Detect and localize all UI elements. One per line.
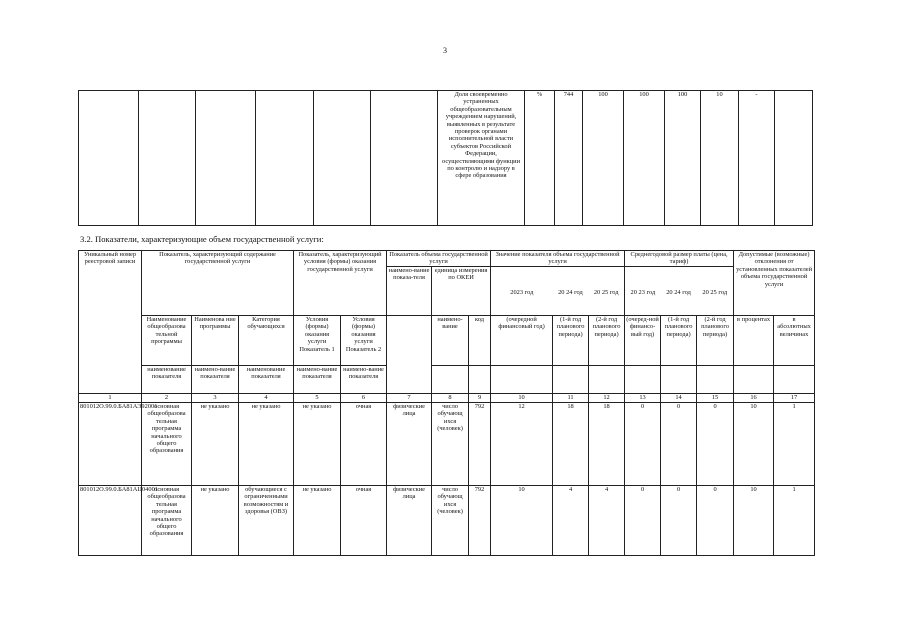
header-p2024: 20 24 год	[666, 289, 691, 296]
cell-abs: 1	[774, 486, 815, 556]
column-number: 5	[294, 394, 341, 403]
cell-p2024: 0	[661, 403, 697, 486]
header-y2023b: (очередной финансовый год)	[491, 316, 553, 366]
header-abs: в абсолютных величинах	[774, 316, 815, 366]
quality-unit: %	[525, 91, 555, 226]
cell-reg: 801012О.99.0.БА81АЦ04001	[79, 486, 142, 556]
column-number: 8	[432, 394, 469, 403]
quality-2024: 100	[624, 91, 665, 226]
column-number-row	[79, 394, 815, 403]
header-condition-2: Условия (формы) оказания услуги Показатель 2	[341, 316, 387, 366]
column-number: 4	[239, 394, 294, 403]
cell-code: 792	[469, 403, 491, 486]
header-unit-name: наимено-вание	[432, 316, 469, 366]
table-row	[79, 403, 815, 486]
header-y2024b: (1-й год планового периода)	[553, 316, 589, 366]
header-value	[491, 251, 625, 316]
header-volume-label: Показатель объема государственной услуги	[387, 251, 490, 267]
cell-prog2: не указано	[192, 403, 239, 486]
column-number: 3	[192, 394, 239, 403]
column-number: 17	[774, 394, 815, 403]
cell-indicator: физические лица	[387, 403, 432, 486]
quality-pct: 10	[701, 91, 739, 226]
cell-reg: 801012О.99.0.БА81АЭ92001	[79, 403, 142, 486]
cell-v2023: 10	[491, 486, 553, 556]
header-sub-3: наименование показателя	[239, 366, 294, 394]
header-condition-1: Условия (формы) оказания услуги Показатель 1	[294, 316, 341, 366]
header-y2024: 20 24 год	[558, 289, 583, 296]
header-content: Показатель, характеризующий содержание государственной услуги	[142, 251, 294, 316]
column-number: 6	[341, 394, 387, 403]
cell-p2025: 0	[697, 403, 734, 486]
header-vol-unit: единица измерения по ОКЕИ	[434, 267, 488, 282]
header-program-name: Наименова ние программы	[192, 316, 239, 366]
quality-indicator-table	[78, 90, 813, 226]
column-number: 1	[79, 394, 142, 403]
header-p2025b: (2-й год планового периода)	[697, 316, 734, 366]
header-y2025b: (2-й год планового периода)	[589, 316, 625, 366]
header-pct: в процентах	[734, 316, 774, 366]
header-p2024b: (1-й год планового периода)	[661, 316, 697, 366]
cell-cond1: не указано	[294, 486, 341, 556]
column-number: 13	[625, 394, 661, 403]
column-number: 7	[387, 394, 432, 403]
header-y2023: 2023 год	[510, 289, 534, 296]
column-number: 11	[553, 394, 589, 403]
cell-program: основная общеобразова тельная программа начального общего образования	[142, 403, 192, 486]
section-title: 3.2. Показатели, характеризующие объем государственной услуги:	[80, 234, 324, 244]
cell-v2024: 4	[553, 486, 589, 556]
header-unit-code: код	[469, 316, 491, 366]
quality-abs: -	[739, 91, 775, 226]
cell-v2025: 18	[589, 403, 625, 486]
column-number: 12	[589, 394, 625, 403]
quality-code: 744	[555, 91, 583, 226]
header-category: Категория обучающихся	[239, 316, 294, 366]
header-vol-name: наимено-вание показа-теля	[387, 267, 432, 315]
column-number: 9	[469, 394, 491, 403]
column-number: 10	[491, 394, 553, 403]
header-program: Наименование общеобразова тельной программы	[142, 316, 192, 366]
volume-indicator-table	[78, 250, 815, 556]
cell-p2025: 0	[697, 486, 734, 556]
header-price	[625, 251, 734, 316]
cell-p2023: 0	[625, 486, 661, 556]
cell-cond2: очная	[341, 486, 387, 556]
cell-category: обучающиеся с ограниченными возможностям и здоровья (ОВЗ)	[239, 486, 294, 556]
cell-program: основная общеобразова тельная программа начального общего образования	[142, 486, 192, 556]
cell-prog2: не указано	[192, 486, 239, 556]
column-number: 16	[734, 394, 774, 403]
header-sub-5: наимено-вание показателя	[341, 366, 387, 394]
cell-pct: 10	[734, 403, 774, 486]
header-reg: Уникальный номер реестровой записи	[79, 251, 142, 394]
header-p2025: 20 25 год	[702, 289, 728, 296]
table-row	[79, 91, 813, 226]
header-volume	[387, 251, 491, 316]
header-p2023b: (очеред-ной финансо-вый год)	[625, 316, 661, 366]
cell-pct: 10	[734, 486, 774, 556]
cell-abs: 1	[774, 403, 815, 486]
column-number: 14	[661, 394, 697, 403]
cell-indicator: физические лица	[387, 486, 432, 556]
cell-unit: число обучающ ихся (человек)	[432, 486, 469, 556]
cell-unit: число обучающ ихся (человек)	[432, 403, 469, 486]
header-conditions: Показатель, характеризующий условия (формы) оказания государственной услуги	[294, 251, 387, 316]
cell-v2023: 12	[491, 403, 553, 486]
quality-2025: 100	[665, 91, 701, 226]
header-p2023: 20 23 год	[630, 289, 656, 296]
cell-v2024: 18	[553, 403, 589, 486]
column-number: 2	[142, 394, 192, 403]
header-y2025: 20 25 год	[593, 289, 619, 296]
quality-indicator-name: Доля своевременно устраненных общеобразовательным учреждением нарушений, выявленных в результате проверок органами исполнительной власти субъектов Российской Федерации, осуществляющими функции по контролю и надзору в сфере образования	[438, 91, 525, 226]
page-number: 3	[443, 46, 447, 55]
header-deviation: Допустимые (возможные) отклонения от установленных показателей объема государственной услуги	[734, 251, 815, 316]
column-number: 15	[697, 394, 734, 403]
table-row	[79, 486, 815, 556]
quality-2023: 100	[583, 91, 624, 226]
header-price-label: Среднегодовой размер платы (цена, тариф)	[625, 251, 733, 267]
header-sub-1: наименование показателя	[142, 366, 192, 394]
cell-cond2: очная	[341, 403, 387, 486]
cell-v2025: 4	[589, 486, 625, 556]
header-sub-4: наимено-вание показателя	[294, 366, 341, 394]
cell-p2023: 0	[625, 403, 661, 486]
cell-category: не указано	[239, 403, 294, 486]
header-sub-2: наимено-вание показателя	[192, 366, 239, 394]
cell-cond1: не указано	[294, 403, 341, 486]
cell-p2024: 0	[661, 486, 697, 556]
cell-code: 792	[469, 486, 491, 556]
header-value-label: Значение показателя объема государственной услуги	[491, 251, 624, 267]
